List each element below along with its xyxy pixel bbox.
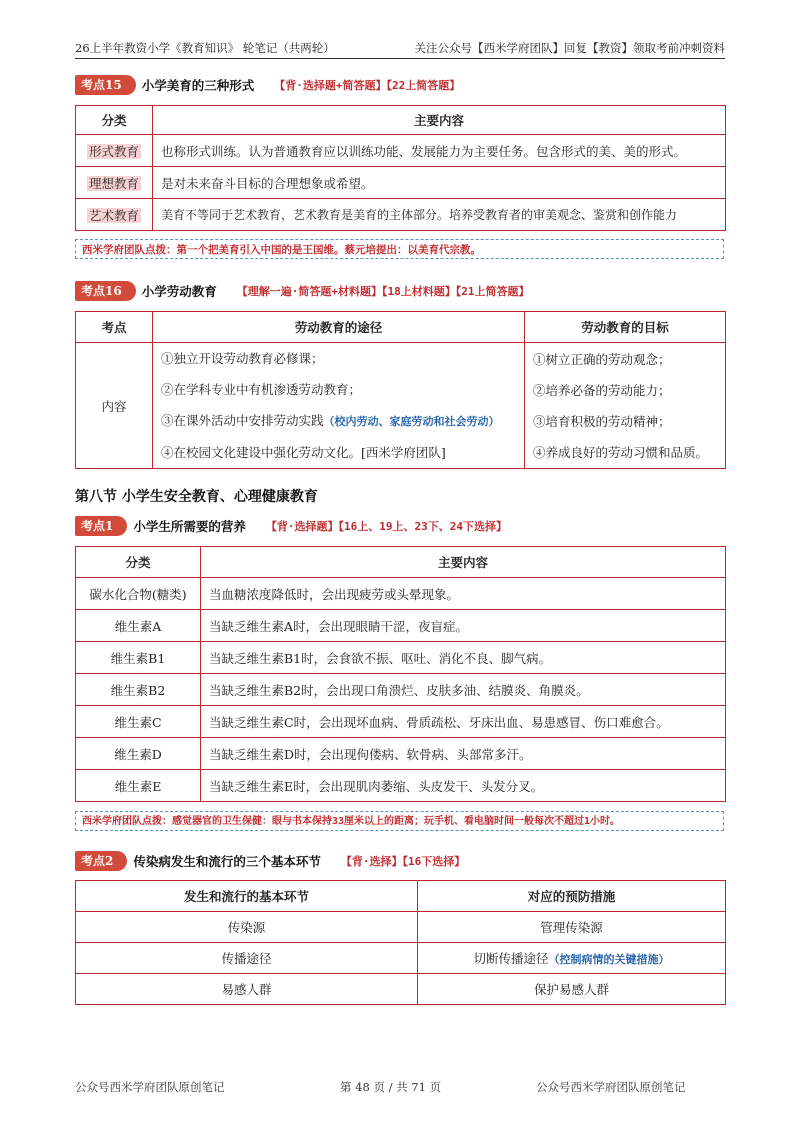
kp16-tags: 【理解一遍·简答题+材料题】【18上材料题】【21上简答题】 [236,285,530,298]
section-title: 第八节 小学生安全教育、心理健康教育 [75,489,318,505]
table-row: 维生素B2 当缺乏维生素B2时，会出现口角溃烂、皮肤多油、结膜炎、角膜炎。 [76,674,726,706]
list-item: ①树立正确的劳动观念； [533,351,671,367]
table-row [76,167,726,199]
kp16-col1: 考点 [76,312,153,343]
header-left: 26上半年教资小学《教育知识》 轮笔记（共两轮） [75,41,335,55]
kp16-col2: 劳动教育的途径 [153,312,525,343]
list-item: ③在课外活动中安排劳动实践（校内劳动、家庭劳动和社会劳动） [161,413,500,428]
list-item: ②在学科专业中有机渗透劳动教育； [161,382,362,397]
kp15-cat: 理想教育 [88,175,139,191]
way3-note: （校内劳动、家庭劳动和社会劳动） [323,415,500,428]
kp2-heading [75,851,465,871]
kp2-title: 传染病发生和流行的三个基本环节 [133,854,321,869]
kp15-cat: 艺术教育 [88,207,139,223]
kp16-col3: 劳动教育的目标 [525,312,726,343]
table-row [76,199,726,231]
kp1-table [75,546,726,802]
kp15-cat: 形式教育 [88,143,139,159]
kp2-col2: 对应的预防措施 [418,881,726,912]
kp2-tags: 【背·选择】【16下选择】 [340,855,466,868]
kp1-col1: 分类 [76,547,201,578]
kp15-col1: 分类 [76,106,153,135]
kp16-heading [75,281,529,301]
kp1-heading [75,516,507,536]
kp15-text: 是对未来奋斗目标的合理想象或希望。 [153,167,726,199]
kp15-table [75,105,726,231]
kp16-table [75,311,726,469]
kp15-badge: 考点15 [75,75,136,95]
table-row: 传染源 管理传染源 [76,912,726,943]
header-right: 关注公众号【西米学府团队】回复【教资】领取考前冲刺资料 [414,41,725,55]
kp1-tags: 【背·选择题】【16上、19上、23下、24下选择】 [265,520,507,533]
kp2-badge: 考点2 [75,851,127,871]
kp2-col1: 发生和流行的基本环节 [76,881,418,912]
kp15-tags: 【背·选择题+简答题】【22上简答题】 [274,79,461,92]
list-item: ④养成良好的劳动习惯和品质。 [533,444,709,460]
kp16-title: 小学劳动教育 [141,284,217,299]
kp15-note: 西米学府团队点拨：第一个把美育引入中国的是王国维。蔡元培提出：以美育代宗教。 [75,239,724,259]
kp1-note: 西米学府团队点拨：感觉器官的卫生保健：眼与书本保持33厘米以上的距离；玩手机、看电脑时间一般每次不超过1小时。 [75,811,724,831]
kp15-col2: 主要内容 [153,106,726,135]
kp15-title: 小学美育的三种形式 [141,78,255,93]
kp1-title: 小学生所需要的营养 [133,519,246,534]
table-row: 碳水化合物(糖类) 当血糖浓度降低时，会出现疲劳或头晕现象。 [76,578,726,610]
kp15-text: 也称形式训练。认为普通教育应以训练功能、发展能力为主要任务。包含形式的美、美的形式。 [153,135,726,167]
list-item: ④在校园文化建设中强化劳动文化。[西米学府团队] [161,445,446,460]
table-row: 易感人群 保护易感人群 [76,974,726,1005]
kp1-badge: 考点1 [75,516,127,536]
page-header [75,38,725,59]
kp15-heading [75,75,460,95]
table-row: 维生素E 当缺乏维生素E时，会出现肌肉萎缩、头皮发干、头发分叉。 [76,770,726,802]
kp15-text: 美育不等同于艺术教育，艺术教育是美育的主体部分。培养受教育者的审美观念、鉴赏和创作能力 [153,199,726,231]
kp16-badge: 考点16 [75,281,136,301]
kp2-table [75,880,726,1005]
kp1-col2: 主要内容 [201,547,726,578]
table-row: 维生素A 当缺乏维生素A时，会出现眼睛干涩，夜盲症。 [76,610,726,642]
table-row: 传播途径 切断传播途径（控制病情的关键措施） [76,943,726,974]
table-row: 维生素D 当缺乏维生素D时，会出现佝偻病、软骨病、头部常多汗。 [76,738,726,770]
footer-page: 第 48 页 / 共 71 页 [340,1080,442,1094]
footer-right: 公众号西米学府团队原创笔记 [536,1080,686,1094]
kp2-b-note: （控制病情的关键措施） [548,953,670,966]
table-row: 维生素C 当缺乏维生素C时，会出现坏血病、骨质疏松、牙床出血、易患感冒、伤口难愈合。 [76,706,726,738]
footer-left: 公众号西米学府团队原创笔记 [75,1080,225,1094]
kp16-rowlabel: 内容 [76,343,153,469]
list-item: ③培育积极的劳动精神； [533,413,671,429]
table-row: 维生素B1 当缺乏维生素B1时，会食欲不振、呕吐、消化不良、脚气病。 [76,642,726,674]
list-item: ②培养必备的劳动能力； [533,382,671,398]
table-row [76,135,726,167]
list-item: ①独立开设劳动教育必修课； [161,351,324,366]
